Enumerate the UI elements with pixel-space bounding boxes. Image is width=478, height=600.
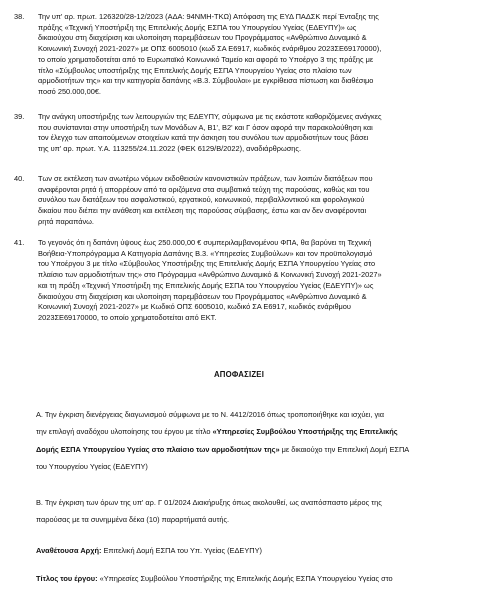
text-line — [38, 12, 466, 23]
text-segment: του Υποέργου 3 με τίτλο «Σύμβουλος Υποστήριξης της Επιτελικής Δομής ΕΣΠΑ Υπουργείου Υγείας στο — [38, 259, 376, 269]
text-segment: της υπ' αρ. πρωτ. Υ.Α. 113255/24.11.2022 (ΦΕΚ 6129/Β/2022), αναδιάρθρωσης. — [38, 144, 302, 154]
text-segment: Κοινωνική Συνοχή 2021-2027» με ΟΠΣ 6005010 (κωδ ΣΑ Ε6917, κωδικός ενάριθμου 2023ΣΕ69170000), — [38, 44, 382, 54]
text-line — [36, 458, 466, 475]
text-line — [38, 195, 466, 206]
text-line — [38, 313, 466, 324]
bold-text: «Υπηρεσίες Συμβούλου Υποστήριξης της Επιτελικής — [212, 427, 398, 437]
text-line — [36, 441, 466, 458]
text-segment: τίτλο «Σύμβουλος υποστήριξης της Επιτελικής Δομής ΕΣΠΑ Υπουργείου Υγείας στο πλαίσιο των — [38, 65, 352, 75]
clause-text — [38, 112, 466, 155]
text-segment: 2023ΣΕ69170000, το οποίο χρηματοδοτείται από ΕΚΤ. — [38, 312, 217, 322]
clause-number: 38. — [14, 12, 25, 21]
bold-text: Δομής ΕΣΠΑ Υπουργείου Υγείας στο πλαίσιο των αρμοδιοτήτων της» — [36, 444, 280, 454]
text-line — [36, 494, 466, 511]
clause-41 — [14, 238, 466, 324]
text-line — [38, 185, 466, 196]
text-segment: Την ανάγκη υποστήριξης των λειτουργιών της ΕΔΕΥΠΥ, σύμφωνα με τις εκάστοτε καθοριζόμενες ανάγκες — [38, 112, 382, 121]
text-segment: του Υπουργείου Υγείας (ΕΔΕΥΠΥ) — [36, 462, 148, 472]
clause-number: 41. — [14, 238, 25, 247]
contracting-authority — [36, 542, 466, 559]
text-segment: πράξης «Τεχνική Υποστήριξη της Επιτελικής Δομής ΕΣΠΑ του Υπουργείου Υγείας (ΕΔΕΥΠΥ)» ως — [38, 22, 357, 32]
text-segment: που συνίστανται στην υποστήριξη των Μονάδων Α, Β1', Β2' και Γ όσον αφορά την παρακολούθηση και — [38, 122, 373, 132]
text-segment: δικαίου που διέπει την ανάθεση και εκτέλεση της παρούσας σύμβασης, έστω και αν δεν αναφέρονται — [38, 206, 367, 216]
text-line — [36, 406, 466, 423]
text-line — [38, 238, 466, 249]
clause-39 — [14, 112, 466, 155]
text-segment: ρητά παραπάνω. — [38, 216, 94, 226]
text-segment: Των σε εκτέλεση των ανωτέρω νόμων εκδοθεισών κανονιστικών πράξεων, των λοιπών διατάξεων που — [38, 174, 373, 183]
text-line — [36, 511, 466, 528]
decision-heading: ΑΠΟΦΑΣΙΖΕΙ — [213, 370, 265, 379]
text-segment: παρούσας με τα συνημμένα δέκα (10) παραρτήματά αυτής. — [36, 515, 230, 525]
text-line — [36, 423, 466, 440]
text-segment: ποσό 250.000,00€. — [38, 86, 101, 96]
bold-text: Αναθέτουσα Αρχή: — [36, 546, 102, 555]
text-line — [36, 542, 466, 559]
text-segment: Την υπ' αρ. πρωτ. 126320/28-12/2023 (ΑΔΑ: 94ΝΜΗ-ΤΚΩ) Απόφαση της ΕΥΔ ΠΑΔΣΚ περί Ένταξης της — [38, 12, 379, 21]
text-line — [38, 249, 466, 260]
text-line — [38, 76, 466, 87]
text-segment: την επιλογή αναδόχου υλοποίησης του έργου με τίτλο — [36, 427, 213, 437]
text-line — [38, 292, 466, 303]
text-segment: συνόλου των διατάξεων του ασφαλιστικού, εργατικού, κοινωνικού, περιβαλλοντικού και φορολογικού — [38, 195, 365, 205]
clause-text — [38, 238, 466, 324]
text-segment: αρμοδιοτήτων της» και την κατηγορία δαπάνης «Β.3. Σύμβουλοι» με εγκρίθεισα πίστωση και διαθέσιμο — [38, 76, 374, 86]
text-segment: Κοινωνική Συνοχή 2021-2027» με Κωδικό ΟΠΣ 6005010, κωδικό ΣΑ Ε6917, κωδικός ενάριθμου — [38, 302, 351, 312]
text-line — [38, 217, 466, 228]
text-line — [38, 302, 466, 313]
decision-paragraph-a — [36, 406, 466, 476]
text-segment: το οποίο χρηματοδοτείται από το Ευρωπαϊκό Κοινωνικό Ταμείο και αφορά το Υποέργο 3 της πράξης με — [38, 54, 374, 64]
text-line — [38, 123, 466, 134]
clause-number: 40. — [14, 174, 25, 183]
text-line — [38, 44, 466, 55]
clause-38 — [14, 12, 466, 98]
clause-text — [38, 174, 466, 228]
clause-number: 39. — [14, 112, 25, 121]
text-segment: Το γεγονός ότι η δαπάνη ύψους έως 250.000,00 € συμπεριλαμβανομένου ΦΠΑ, θα βαρύνει τη Τεχνική — [38, 238, 372, 247]
text-line — [38, 259, 466, 270]
text-segment: Β. Την έγκριση των όρων της υπ' αρ. Γ 01/2024 Διακήρυξης όπως ακολουθεί, ως αναπόσπαστο μέρος της — [36, 498, 382, 507]
text-line — [38, 270, 466, 281]
text-segment: αναφέρονται ρητά ή απορρέουν από τα οριζόμενα στα συμβατικά τεύχη της παρούσας, καθώς και του — [38, 184, 370, 194]
text-line — [38, 144, 466, 155]
text-line — [38, 87, 466, 98]
clause-40 — [14, 174, 466, 228]
text-segment: Επιτελική Δομή ΕΣΠΑ του Υπ. Υγείας (ΕΔΕΥΠΥ) — [101, 546, 262, 555]
text-segment: τον έλεγχο των απαιτούμενων στοιχείων κατά την άσκηση του συνόλου των αρμοδιοτήτων τους βάσει — [38, 133, 369, 143]
text-segment: και τη πράξη «Τεχνική Υποστήριξη της Επιτελικής Δομής ΕΣΠΑ του Υπουργείου Υγείας (ΕΔΕΥΠΥ)» ως — [38, 280, 374, 290]
clause-text — [38, 12, 466, 98]
text-line — [38, 23, 466, 34]
text-segment: με δικαιούχο την Επιτελική Δομή ΕΣΠΑ — [279, 444, 410, 454]
text-segment: δικαιούχου στη διαχείριση και υλοποίηση παρεμβάσεων του Προγράμματος «Ανθρώπινο Δυναμικό & — [38, 291, 367, 301]
text-segment: Βοήθεια-Υποπρόγραμμα Α Κατηγορία Δαπάνης Β.3. «Υπηρεσίες Συμβούλων» και τον προϋπολογισμό — [38, 248, 373, 258]
text-segment: Α. Την έγκριση διενέργειας διαγωνισμού σύμφωνα με το Ν. 4412/2016 όπως τροποποιήθηκε και ισχύει, για — [36, 410, 385, 419]
text-line — [38, 133, 466, 144]
text-line — [38, 206, 466, 217]
project-title — [36, 570, 466, 587]
text-line — [38, 33, 466, 44]
text-line — [38, 281, 466, 292]
decision-paragraph-b — [36, 494, 466, 529]
text-line — [38, 66, 466, 77]
text-line — [38, 112, 466, 123]
text-segment: δικαιούχου στη διαχείριση και υλοποίηση παρεμβάσεων του Προγράμματος «Ανθρώπινο Δυναμικό & — [38, 33, 367, 43]
text-segment: «Υπηρεσίες Συμβούλου Υποστήριξης της Επιτελικής Δομής ΕΣΠΑ Υπουργείου Υγείας στο — [97, 574, 393, 583]
text-line — [38, 174, 466, 185]
text-segment: πλαίσιο των αρμοδιοτήτων της» στο Πρόγραμμα «Ανθρώπινο Δυναμικό & Κοινωνική Συνοχή 2021-2027» — [38, 270, 382, 280]
text-line — [38, 55, 466, 66]
bold-text: Τίτλος του έργου: — [36, 574, 98, 583]
text-line — [36, 570, 466, 587]
